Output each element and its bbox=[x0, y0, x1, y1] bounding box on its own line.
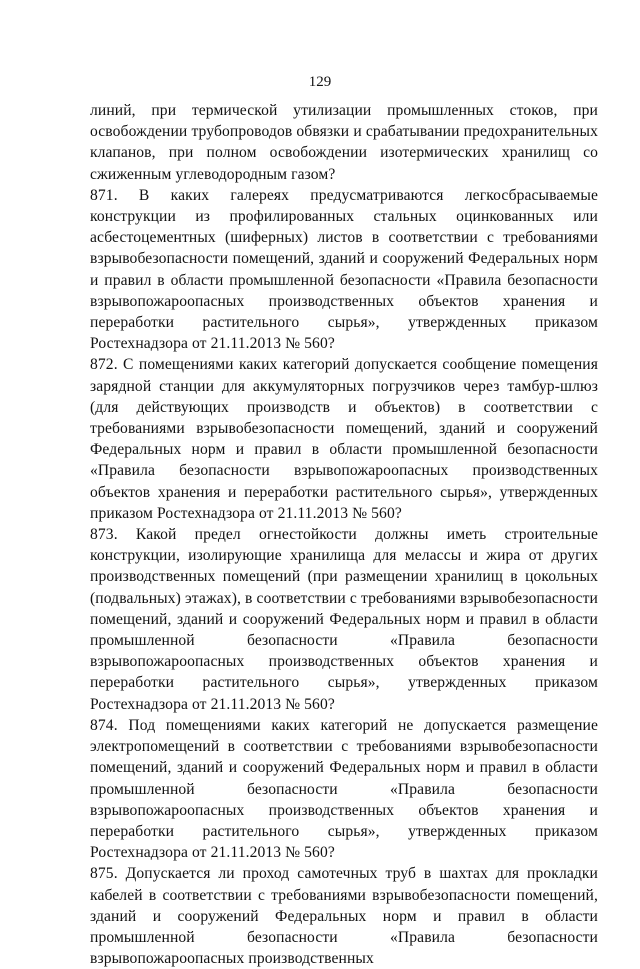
page-number: 129 bbox=[308, 74, 332, 90]
paragraph-872: 872. С помещениями каких категорий допускается сообщение помещения зарядной станции для аккумуляторных погрузчиков через тамбур-шлюз (для действующих производств и объектов) в соответствии с требованиями взрывобезопасности помещений, зданий и сооружений Федеральных норм и правил в области промышленной безопасности «Правила безопасности взрывопожароопасных производственных объектов хранения и переработки растительного сырья», утвержденных приказом Ростехнадзора от 21.11.2013 № 560? bbox=[90, 356, 598, 522]
paragraph-continuation: линий, при термической утилизации промышленных стоков, при освобождении трубопроводов обвязки и срабатывании предохранительных клапанов, при полном освобождении изотермических хранилищ со сжиженным углеводородным газом? bbox=[90, 102, 598, 183]
paragraph-875: 875. Допускается ли проход самотечных труб в шахтах для прокладки кабелей в соответствии с требованиями взрывобезопасности помещений, зданий и сооружений Федеральных норм и правил в области промышленной безопасности «Правила безопасности взрывопожароопасных производственных bbox=[90, 865, 598, 968]
paragraph-874: 874. Под помещениями каких категорий не допускается размещение электропомещений в соответствии с требованиями взрывобезопасности помещений, зданий и сооружений Федеральных норм и правил в области промышленной безопасности «Правила безопасности взрывопожароопасных производственных объектов хранения и переработки растительного сырья», утвержденных приказом Ростехнадзора от 21.11.2013 № 560? bbox=[90, 716, 598, 862]
document-body bbox=[90, 100, 598, 969]
paragraph-871: 871. В каких галереях предусматриваются легкосбрасываемые конструкции из профилированных стальных оцинкованных или асбестоцементных (шиферных) листов в соответствии с требованиями взрывобезопасности помещений, зданий и сооружений Федеральных норм и правил в области промышленной безопасности «Правила безопасности взрывопожароопасных производственных объектов хранения и переработки растительного сырья», утвержденных приказом Ростехнадзора от 21.11.2013 № 560? bbox=[90, 186, 598, 353]
paragraph-873: 873. Какой предел огнестойкости должны иметь строительные конструкции, изолирующие хранилища для мелассы и жира от других производственных помещений (при размещении хранилищ в цокольных (подвальных) этажах), в соответствии с требованиями взрывобезопасности помещений, зданий и сооружений Федеральных норм и правил в области промышленной безопасности «Правила безопасности взрывопожароопасных производственных объектов хранения и переработки растительного сырья», утвержденных приказом Ростехнадзора от 21.11.2013 № 560? bbox=[90, 526, 598, 713]
